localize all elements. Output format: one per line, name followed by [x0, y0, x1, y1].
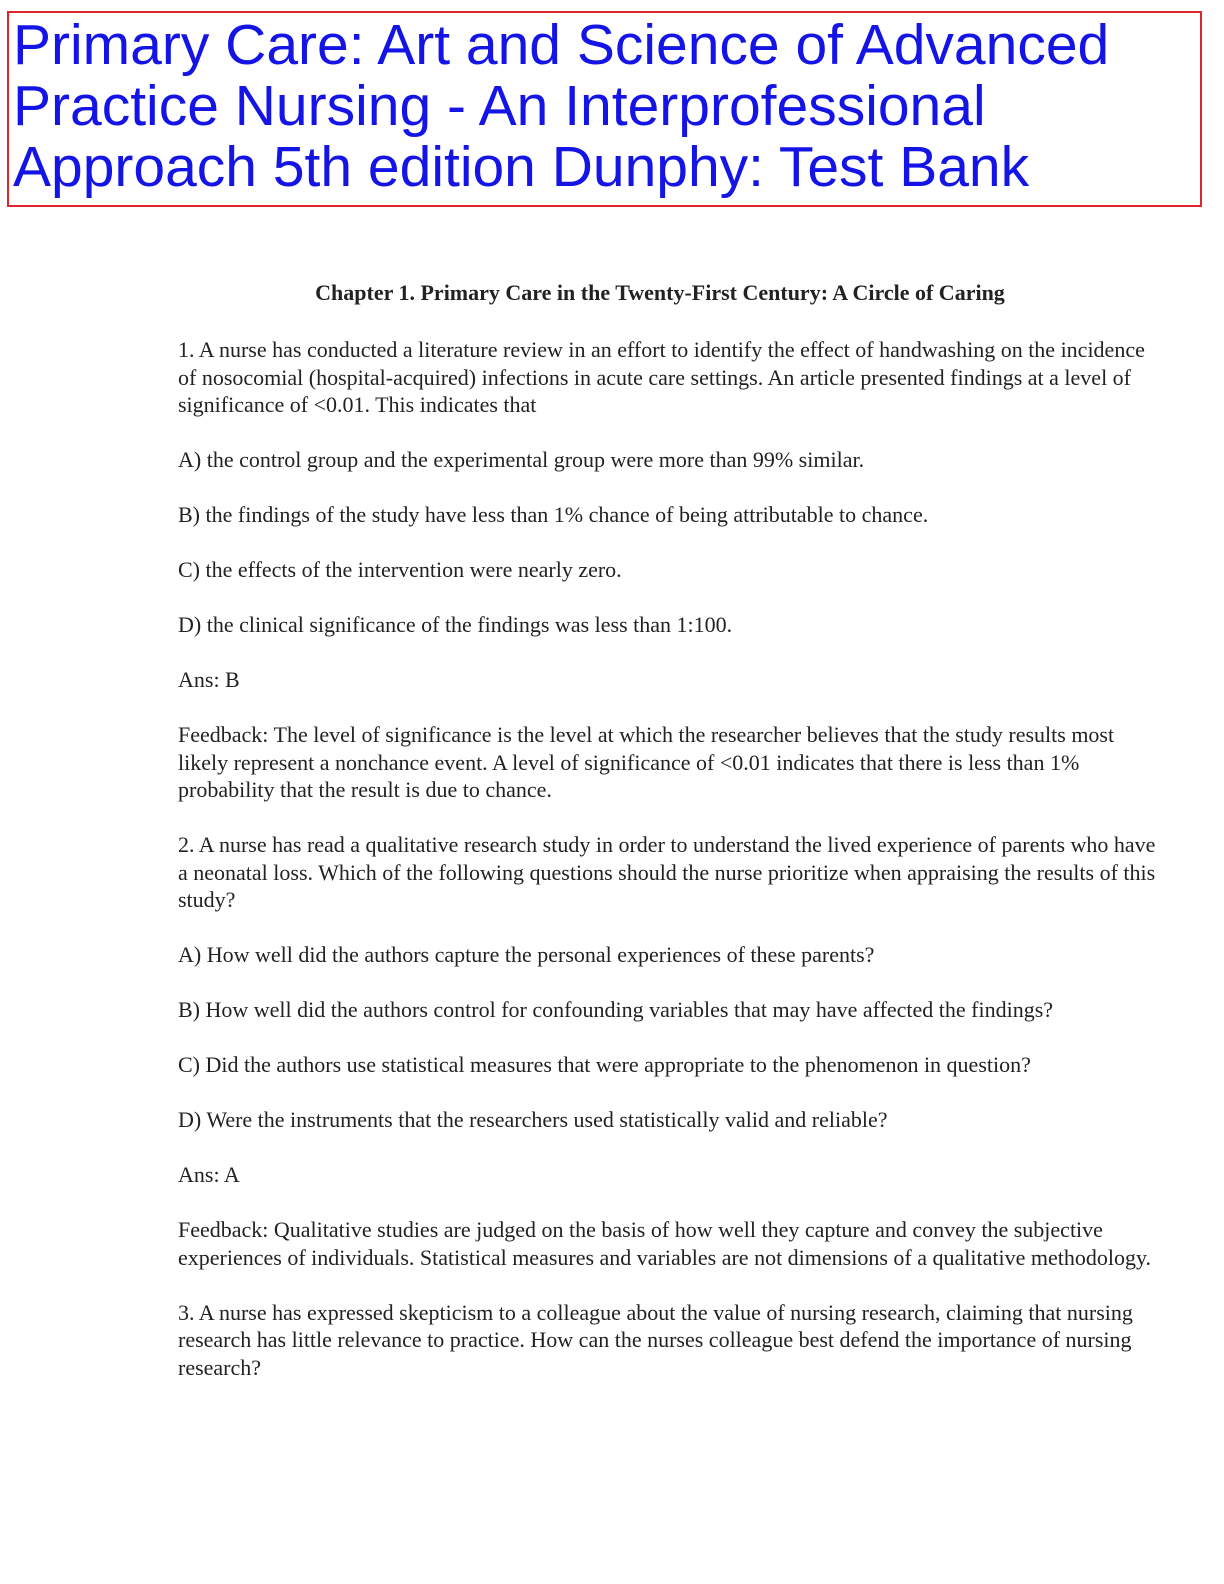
question-2-option-a: A) How well did the authors capture the personal experiences of these parents? — [178, 942, 875, 967]
question-1-stem: 1. A nurse has conducted a literature review in an effort to identify the effect of handwashing on the incidence of nosocomial (hospital-acquired) infections in acute care settings. An article presented findings at a level of significance of <0.01. This indicates that — [178, 337, 1145, 417]
question-1-option-b: B) the findings of the study have less than 1% chance of being attributable to chance. — [178, 502, 929, 527]
title-line-1: Primary Care: Art and Science of Advanced — [13, 13, 1110, 77]
question-2-option-d: D) Were the instruments that the researchers used statistically valid and reliable? — [178, 1107, 888, 1132]
title-box — [7, 11, 1202, 207]
question-1-answer: Ans: B — [178, 667, 240, 692]
chapter-heading: Chapter 1. Primary Care in the Twenty-First Century: A Circle of Caring — [315, 280, 1005, 305]
document-title — [13, 15, 1200, 198]
question-list — [178, 336, 1158, 1409]
question-2-option-c: C) Did the authors use statistical measures that were appropriate to the phenomenon in question? — [178, 1052, 1031, 1077]
question-2-answer: Ans: A — [178, 1162, 240, 1187]
question-2-option-b: B) How well did the authors control for confounding variables that may have affected the findings? — [178, 997, 1054, 1022]
title-line-2: Practice Nursing - An Interprofessional — [13, 74, 986, 138]
question-3-stem: 3. A nurse has expressed skepticism to a colleague about the value of nursing research, claiming that nursing research has little relevance to practice. How can the nurses colleague best defend the importance of nursing research? — [178, 1299, 1133, 1380]
title-line-3: Approach 5th edition Dunphy: Test Bank — [13, 135, 1030, 199]
question-1-option-c: C) the effects of the intervention were nearly zero. — [178, 557, 622, 582]
question-1-option-d: D) the clinical significance of the findings was less than 1:100. — [178, 612, 733, 637]
question-1-option-a: A) the control group and the experimental group were more than 99% similar. — [178, 447, 865, 472]
question-2-feedback: Feedback: Qualitative studies are judged on the basis of how well they capture and convey the subjective experiences of individuals. Statistical measures and variables are not dimensions of a qualitative methodology. — [178, 1217, 1152, 1270]
question-2-stem: 2. A nurse has read a qualitative research study in order to understand the lived experience of parents who have a neonatal loss. Which of the following questions should the nurse prioritize when appraising the results of this study? — [178, 832, 1156, 912]
question-1-feedback: Feedback: The level of significance is the level at which the researcher believes that the study results most likely represent a nonchance event. A level of significance of <0.01 indicates that there is less than 1% probability that the result is due to chance. — [178, 722, 1115, 802]
